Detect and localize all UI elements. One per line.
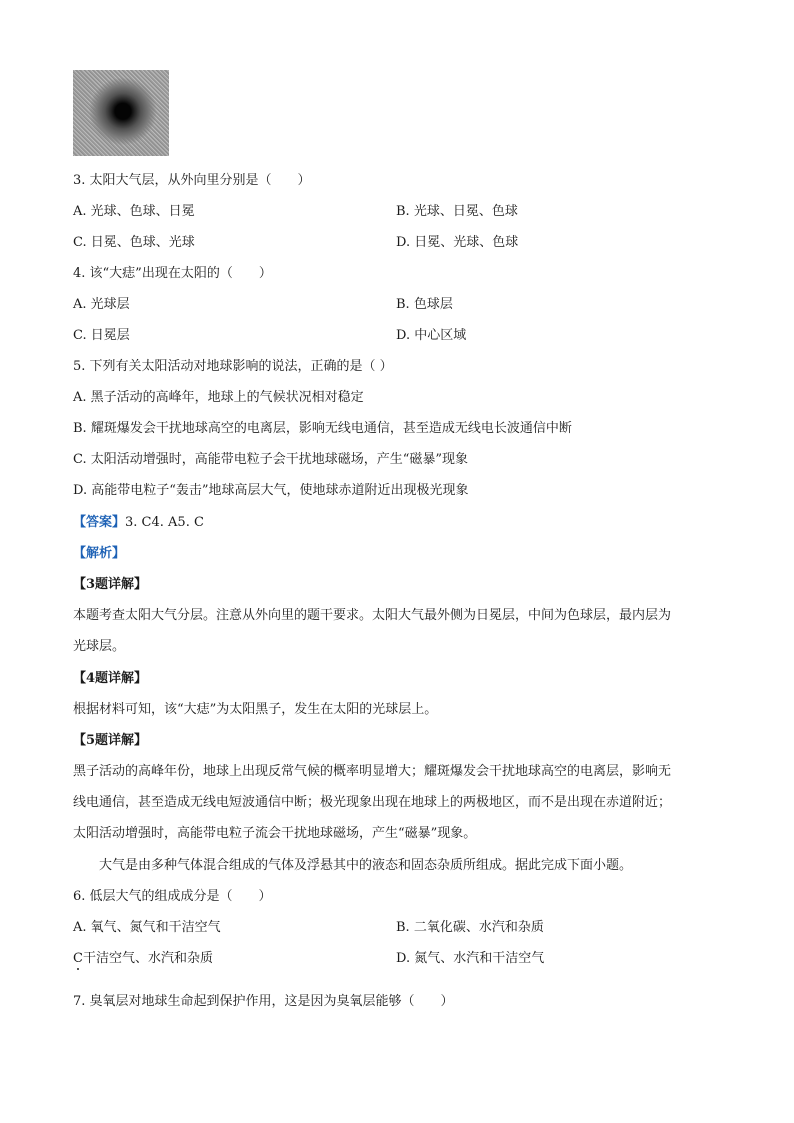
q4-option-a: A. 光球层	[73, 297, 130, 312]
detail-5-heading: 【5题详解】	[73, 733, 148, 748]
q6-option-c: C干洁空气、水汽和杂质	[73, 951, 213, 966]
q3-option-a: A. 光球、色球、日冕	[73, 204, 195, 219]
q6-option-a: A. 氧气、氮气和干洁空气	[73, 920, 221, 935]
q6-option-b: B. 二氧化碳、水汽和杂质	[396, 920, 544, 935]
q6-stem: 6. 低层大气的组成成分是（ ）	[73, 889, 272, 904]
q4-stem: 4. 该“大痣”出现在太阳的（ ）	[73, 266, 272, 281]
q5-option-b: B. 耀斑爆发会干扰地球高空的电离层，影响无线电通信，甚至造成无线电长波通信中断	[73, 421, 572, 436]
stray-dot	[77, 968, 79, 970]
detail-5-line-2: 线电通信，甚至造成无线电短波通信中断；极光现象出现在地球上的两极地区，而不是出现在赤道附近；	[73, 795, 672, 810]
answer-text: 3. C4. A5. C	[125, 515, 204, 530]
answer-line	[73, 514, 204, 532]
q4-option-b: B. 色球层	[396, 297, 453, 312]
detail-3-line-1: 本题考查太阳大气分层。注意从外向里的题干要求。太阳大气最外侧为日冕层，中间为色球层，最内层为	[73, 608, 672, 623]
sunspot-image	[73, 70, 169, 156]
q3-stem: 3. 太阳大气层，从外向里分别是（ ）	[73, 173, 311, 188]
material-paragraph: 大气是由多种气体混合组成的气体及浮悬其中的液态和固态杂质所组成。据此完成下面小题。	[99, 858, 633, 873]
detail-4-line-1: 根据材料可知，该“大痣”为太阳黑子，发生在太阳的光球层上。	[73, 702, 438, 717]
q5-option-c: C. 太阳活动增强时，高能带电粒子会干扰地球磁场，产生“磁暴”现象	[73, 452, 469, 467]
analysis-label: 【解析】	[73, 546, 126, 561]
q5-option-d: D. 高能带电粒子“轰击”地球高层大气，使地球赤道附近出现极光现象	[73, 483, 469, 498]
q5-option-a: A. 黑子活动的高峰年，地球上的气候状况相对稳定	[73, 390, 364, 405]
q4-option-c: C. 日冕层	[73, 328, 130, 343]
q3-option-b: B. 光球、日冕、色球	[396, 204, 518, 219]
q3-option-c: C. 日冕、色球、光球	[73, 235, 195, 250]
detail-4-heading: 【4题详解】	[73, 671, 148, 686]
q3-option-d: D. 日冕、光球、色球	[396, 235, 519, 250]
detail-3-line-2: 光球层。	[73, 639, 126, 654]
detail-5-line-3: 太阳活动增强时，高能带电粒子流会干扰地球磁场，产生“磁暴”现象。	[73, 826, 477, 841]
detail-5-line-1: 黑子活动的高峰年份，地球上出现反常气候的概率明显增大；耀斑爆发会干扰地球高空的电离层，影响无	[73, 764, 672, 779]
q5-stem: 5. 下列有关太阳活动对地球影响的说法，正确的是（ ）	[73, 359, 393, 374]
answer-label: 【答案】	[73, 515, 126, 530]
q4-option-d: D. 中心区域	[396, 328, 467, 343]
q6-option-d: D. 氮气、水汽和干洁空气	[396, 951, 545, 966]
detail-3-heading: 【3题详解】	[73, 577, 148, 592]
q7-stem: 7. 臭氧层对地球生命起到保护作用，这是因为臭氧层能够（ ）	[73, 994, 454, 1009]
